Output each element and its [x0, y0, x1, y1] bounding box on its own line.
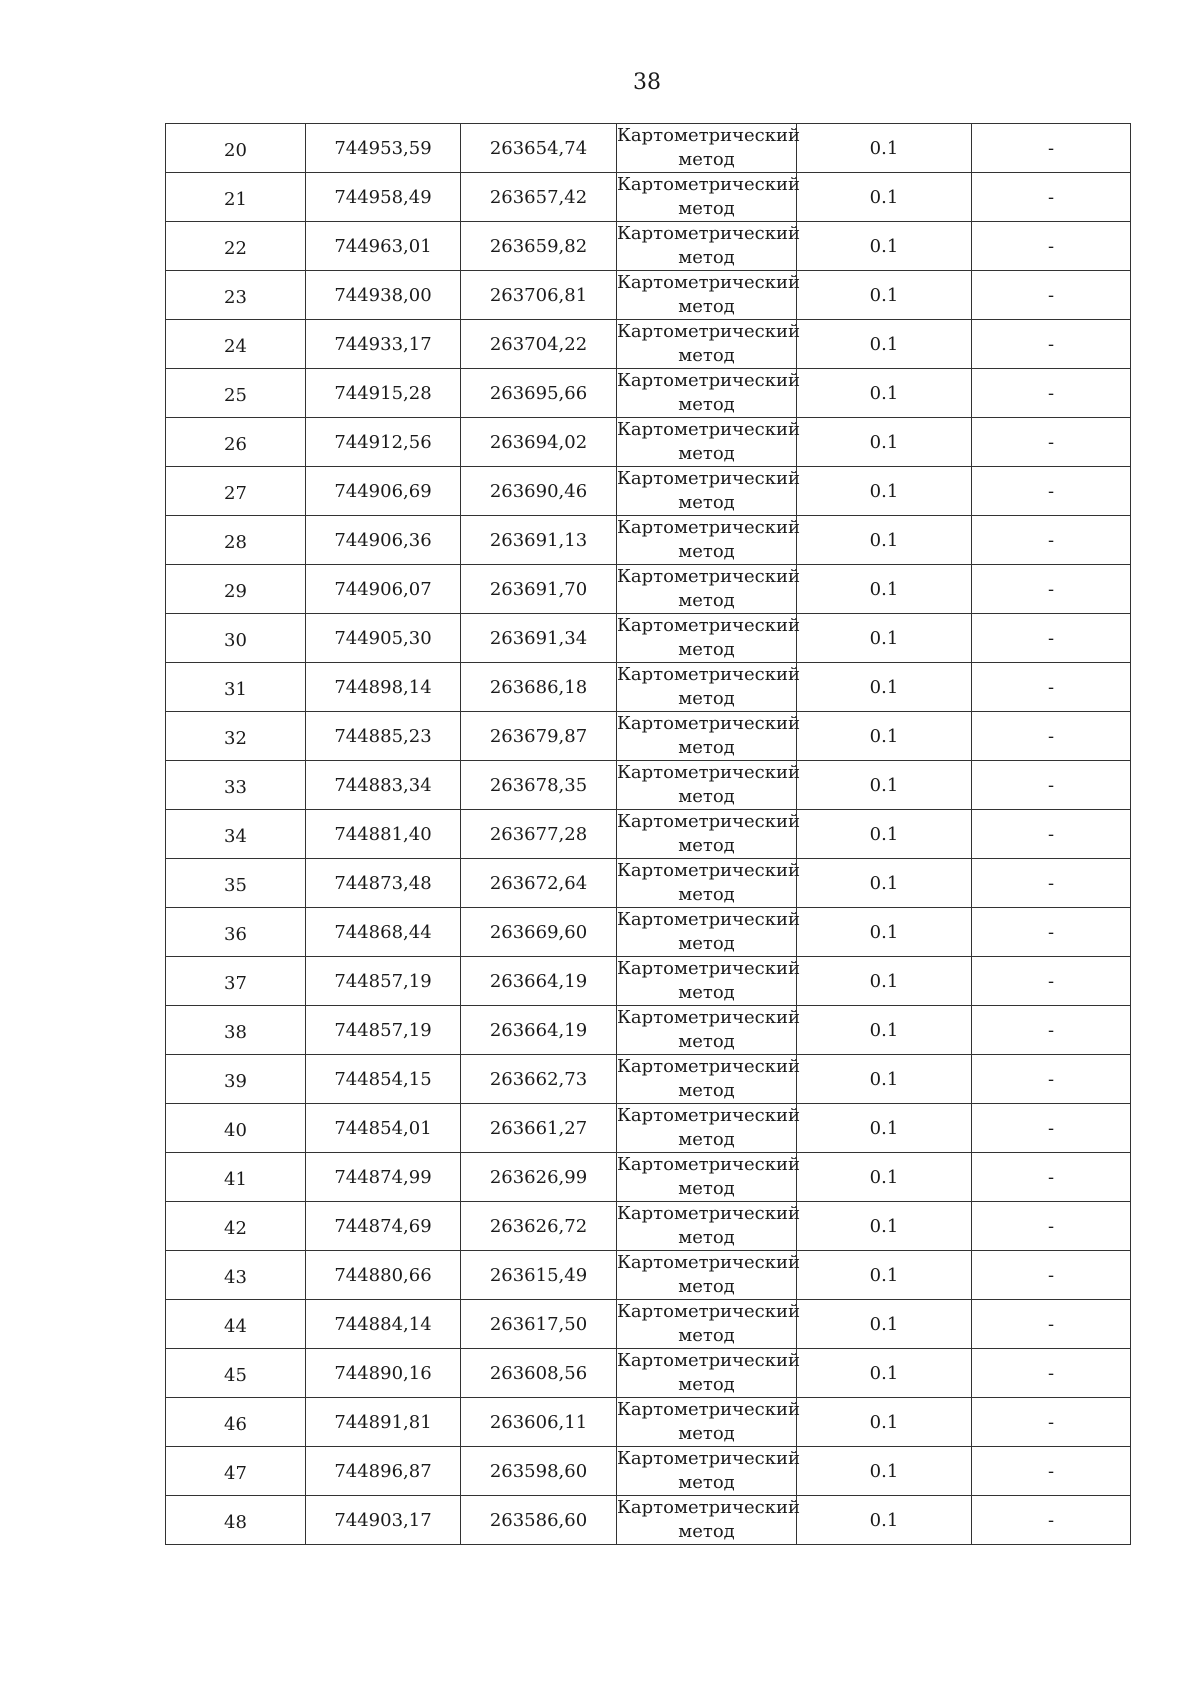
point-number-cell-text: 45 — [224, 1364, 247, 1386]
y-coordinate-cell: 263695,66 — [461, 369, 617, 418]
table-row — [166, 957, 1131, 1006]
note-cell: - — [972, 565, 1131, 614]
accuracy-cell: 0.1 — [797, 418, 972, 467]
accuracy-cell: 0.1 — [797, 908, 972, 957]
method-cell: Картометрический метод — [617, 712, 797, 761]
accuracy-cell: 0.1 — [797, 1349, 972, 1398]
table-row — [166, 810, 1131, 859]
accuracy-cell: 0.1 — [797, 565, 972, 614]
table-row — [166, 614, 1131, 663]
accuracy-cell: 0.1 — [797, 1055, 972, 1104]
note-cell: - — [972, 418, 1131, 467]
accuracy-cell: 0.1 — [797, 173, 972, 222]
y-coordinate-cell: 263654,74 — [461, 124, 617, 173]
table-row — [166, 859, 1131, 908]
note-cell: - — [972, 1300, 1131, 1349]
point-number-cell — [166, 320, 306, 369]
accuracy-cell: 0.1 — [797, 810, 972, 859]
table-row — [166, 1349, 1131, 1398]
table-row — [166, 1300, 1131, 1349]
point-number-cell — [166, 810, 306, 859]
accuracy-cell: 0.1 — [797, 1006, 972, 1055]
x-coordinate-cell: 744883,34 — [306, 761, 461, 810]
x-coordinate-cell: 744857,19 — [306, 957, 461, 1006]
note-cell: - — [972, 1153, 1131, 1202]
point-number-cell — [166, 1349, 306, 1398]
table-row — [166, 516, 1131, 565]
note-cell: - — [972, 1398, 1131, 1447]
table-row — [166, 320, 1131, 369]
table-row — [166, 173, 1131, 222]
note-cell: - — [972, 663, 1131, 712]
point-number-cell-text: 29 — [224, 580, 247, 602]
table-body — [166, 124, 1131, 1545]
x-coordinate-cell: 744854,01 — [306, 1104, 461, 1153]
method-cell: Картометрический метод — [617, 418, 797, 467]
point-number-cell — [166, 1104, 306, 1153]
x-coordinate-cell: 744890,16 — [306, 1349, 461, 1398]
method-cell: Картометрический метод — [617, 124, 797, 173]
table-row — [166, 908, 1131, 957]
accuracy-cell: 0.1 — [797, 467, 972, 516]
point-number-cell — [166, 908, 306, 957]
table-row — [166, 1447, 1131, 1496]
method-cell: Картометрический метод — [617, 369, 797, 418]
method-cell: Картометрический метод — [617, 614, 797, 663]
point-number-cell — [166, 1300, 306, 1349]
x-coordinate-cell: 744915,28 — [306, 369, 461, 418]
y-coordinate-cell: 263706,81 — [461, 271, 617, 320]
x-coordinate-cell: 744906,69 — [306, 467, 461, 516]
accuracy-cell: 0.1 — [797, 320, 972, 369]
note-cell: - — [972, 320, 1131, 369]
point-number-cell-text: 35 — [224, 874, 247, 896]
point-number-cell-text: 41 — [224, 1168, 247, 1190]
method-cell: Картометрический метод — [617, 761, 797, 810]
x-coordinate-cell: 744903,17 — [306, 1496, 461, 1545]
y-coordinate-cell: 263608,56 — [461, 1349, 617, 1398]
accuracy-cell: 0.1 — [797, 1300, 972, 1349]
accuracy-cell: 0.1 — [797, 663, 972, 712]
accuracy-cell: 0.1 — [797, 957, 972, 1006]
method-cell: Картометрический метод — [617, 565, 797, 614]
x-coordinate-cell: 744873,48 — [306, 859, 461, 908]
point-number-cell — [166, 1447, 306, 1496]
method-cell: Картометрический метод — [617, 1153, 797, 1202]
method-cell: Картометрический метод — [617, 810, 797, 859]
accuracy-cell: 0.1 — [797, 1202, 972, 1251]
point-number-cell-text: 34 — [224, 825, 247, 847]
x-coordinate-cell: 744906,07 — [306, 565, 461, 614]
method-cell: Картометрический метод — [617, 222, 797, 271]
y-coordinate-cell: 263664,19 — [461, 1006, 617, 1055]
y-coordinate-cell: 263691,34 — [461, 614, 617, 663]
note-cell: - — [972, 810, 1131, 859]
point-number-cell — [166, 1006, 306, 1055]
point-number-cell — [166, 1251, 306, 1300]
method-cell: Картометрический метод — [617, 467, 797, 516]
point-number-cell — [166, 1496, 306, 1545]
point-number-cell — [166, 1153, 306, 1202]
point-number-cell-text: 42 — [224, 1217, 247, 1239]
point-number-cell-text: 28 — [224, 531, 247, 553]
accuracy-cell: 0.1 — [797, 1153, 972, 1202]
table-row — [166, 1202, 1131, 1251]
x-coordinate-cell: 744868,44 — [306, 908, 461, 957]
point-number-cell-text: 27 — [224, 482, 247, 504]
y-coordinate-cell: 263677,28 — [461, 810, 617, 859]
point-number-cell — [166, 614, 306, 663]
point-number-cell — [166, 663, 306, 712]
x-coordinate-cell: 744963,01 — [306, 222, 461, 271]
x-coordinate-cell: 744854,15 — [306, 1055, 461, 1104]
point-number-cell-text: 32 — [224, 727, 247, 749]
point-number-cell-text: 37 — [224, 972, 247, 994]
method-cell: Картометрический метод — [617, 320, 797, 369]
method-cell: Картометрический метод — [617, 1251, 797, 1300]
method-cell: Картометрический метод — [617, 1398, 797, 1447]
point-number-cell-text: 23 — [224, 286, 247, 308]
method-cell: Картометрический метод — [617, 957, 797, 1006]
accuracy-cell: 0.1 — [797, 614, 972, 663]
point-number-cell-text: 26 — [224, 433, 247, 455]
y-coordinate-cell: 263691,13 — [461, 516, 617, 565]
point-number-cell — [166, 1202, 306, 1251]
y-coordinate-cell: 263690,46 — [461, 467, 617, 516]
method-cell: Картометрический метод — [617, 271, 797, 320]
point-number-cell — [166, 1398, 306, 1447]
y-coordinate-cell: 263626,72 — [461, 1202, 617, 1251]
method-cell: Картометрический метод — [617, 663, 797, 712]
y-coordinate-cell: 263678,35 — [461, 761, 617, 810]
note-cell: - — [972, 859, 1131, 908]
method-cell: Картометрический метод — [617, 1055, 797, 1104]
x-coordinate-cell: 744891,81 — [306, 1398, 461, 1447]
accuracy-cell: 0.1 — [797, 1496, 972, 1545]
note-cell: - — [972, 124, 1131, 173]
point-number-cell — [166, 1055, 306, 1104]
note-cell: - — [972, 957, 1131, 1006]
note-cell: - — [972, 173, 1131, 222]
point-number-cell — [166, 124, 306, 173]
point-number-cell-text: 33 — [224, 776, 247, 798]
page-number: 38 — [633, 70, 661, 95]
x-coordinate-cell: 744933,17 — [306, 320, 461, 369]
y-coordinate-cell: 263694,02 — [461, 418, 617, 467]
table-row — [166, 271, 1131, 320]
table-row — [166, 1006, 1131, 1055]
table-row — [166, 222, 1131, 271]
point-number-cell — [166, 712, 306, 761]
point-number-cell-text: 40 — [224, 1119, 247, 1141]
point-number-cell — [166, 957, 306, 1006]
table-row — [166, 1055, 1131, 1104]
table-row — [166, 1251, 1131, 1300]
x-coordinate-cell: 744958,49 — [306, 173, 461, 222]
point-number-cell-text: 31 — [224, 678, 247, 700]
accuracy-cell: 0.1 — [797, 369, 972, 418]
point-number-cell-text: 44 — [224, 1315, 247, 1337]
x-coordinate-cell: 744885,23 — [306, 712, 461, 761]
table-row — [166, 369, 1131, 418]
y-coordinate-cell: 263586,60 — [461, 1496, 617, 1545]
note-cell: - — [972, 908, 1131, 957]
point-number-cell-text: 36 — [224, 923, 247, 945]
coordinates-table — [165, 123, 1131, 1545]
point-number-cell — [166, 173, 306, 222]
accuracy-cell: 0.1 — [797, 1251, 972, 1300]
x-coordinate-cell: 744874,99 — [306, 1153, 461, 1202]
note-cell: - — [972, 761, 1131, 810]
point-number-cell — [166, 761, 306, 810]
note-cell: - — [972, 516, 1131, 565]
x-coordinate-cell: 744906,36 — [306, 516, 461, 565]
x-coordinate-cell: 744857,19 — [306, 1006, 461, 1055]
y-coordinate-cell: 263626,99 — [461, 1153, 617, 1202]
x-coordinate-cell: 744905,30 — [306, 614, 461, 663]
note-cell: - — [972, 369, 1131, 418]
accuracy-cell: 0.1 — [797, 124, 972, 173]
accuracy-cell: 0.1 — [797, 271, 972, 320]
accuracy-cell: 0.1 — [797, 859, 972, 908]
method-cell: Картометрический метод — [617, 516, 797, 565]
note-cell: - — [972, 1104, 1131, 1153]
y-coordinate-cell: 263691,70 — [461, 565, 617, 614]
point-number-cell-text: 30 — [224, 629, 247, 651]
point-number-cell-text: 38 — [224, 1021, 247, 1043]
method-cell: Картометрический метод — [617, 1447, 797, 1496]
point-number-cell-text: 39 — [224, 1070, 247, 1092]
accuracy-cell: 0.1 — [797, 761, 972, 810]
method-cell: Картометрический метод — [617, 1300, 797, 1349]
y-coordinate-cell: 263686,18 — [461, 663, 617, 712]
note-cell: - — [972, 1055, 1131, 1104]
x-coordinate-cell: 744912,56 — [306, 418, 461, 467]
note-cell: - — [972, 1349, 1131, 1398]
note-cell: - — [972, 271, 1131, 320]
point-number-cell — [166, 418, 306, 467]
point-number-cell — [166, 369, 306, 418]
x-coordinate-cell: 744938,00 — [306, 271, 461, 320]
y-coordinate-cell: 263704,22 — [461, 320, 617, 369]
table-row — [166, 565, 1131, 614]
x-coordinate-cell: 744884,14 — [306, 1300, 461, 1349]
method-cell: Картометрический метод — [617, 1349, 797, 1398]
point-number-cell-text: 48 — [224, 1511, 247, 1533]
y-coordinate-cell: 263598,60 — [461, 1447, 617, 1496]
point-number-cell-text: 22 — [224, 237, 247, 259]
method-cell: Картометрический метод — [617, 1006, 797, 1055]
point-number-cell-text: 21 — [224, 188, 247, 210]
x-coordinate-cell: 744898,14 — [306, 663, 461, 712]
note-cell: - — [972, 1251, 1131, 1300]
point-number-cell-text: 25 — [224, 384, 247, 406]
note-cell: - — [972, 467, 1131, 516]
table-row — [166, 712, 1131, 761]
method-cell: Картометрический метод — [617, 1202, 797, 1251]
point-number-cell-text: 47 — [224, 1462, 247, 1484]
y-coordinate-cell: 263672,64 — [461, 859, 617, 908]
table-row — [166, 467, 1131, 516]
y-coordinate-cell: 263659,82 — [461, 222, 617, 271]
point-number-cell-text: 43 — [224, 1266, 247, 1288]
y-coordinate-cell: 263662,73 — [461, 1055, 617, 1104]
point-number-cell — [166, 271, 306, 320]
method-cell: Картометрический метод — [617, 859, 797, 908]
x-coordinate-cell: 744953,59 — [306, 124, 461, 173]
table-row — [166, 1153, 1131, 1202]
accuracy-cell: 0.1 — [797, 1447, 972, 1496]
accuracy-cell: 0.1 — [797, 222, 972, 271]
accuracy-cell: 0.1 — [797, 1104, 972, 1153]
table-row — [166, 1104, 1131, 1153]
y-coordinate-cell: 263669,60 — [461, 908, 617, 957]
note-cell: - — [972, 1006, 1131, 1055]
x-coordinate-cell: 744896,87 — [306, 1447, 461, 1496]
note-cell: - — [972, 1496, 1131, 1545]
method-cell: Картометрический метод — [617, 908, 797, 957]
accuracy-cell: 0.1 — [797, 1398, 972, 1447]
table-row — [166, 761, 1131, 810]
y-coordinate-cell: 263657,42 — [461, 173, 617, 222]
point-number-cell-text: 20 — [224, 139, 247, 161]
table-row — [166, 1496, 1131, 1545]
point-number-cell — [166, 516, 306, 565]
point-number-cell-text: 24 — [224, 335, 247, 357]
y-coordinate-cell: 263664,19 — [461, 957, 617, 1006]
note-cell: - — [972, 614, 1131, 663]
x-coordinate-cell: 744880,66 — [306, 1251, 461, 1300]
y-coordinate-cell: 263606,11 — [461, 1398, 617, 1447]
y-coordinate-cell: 263661,27 — [461, 1104, 617, 1153]
y-coordinate-cell: 263615,49 — [461, 1251, 617, 1300]
method-cell: Картометрический метод — [617, 1496, 797, 1545]
point-number-cell — [166, 467, 306, 516]
x-coordinate-cell: 744874,69 — [306, 1202, 461, 1251]
point-number-cell — [166, 222, 306, 271]
note-cell: - — [972, 1447, 1131, 1496]
method-cell: Картометрический метод — [617, 173, 797, 222]
point-number-cell — [166, 859, 306, 908]
accuracy-cell: 0.1 — [797, 712, 972, 761]
accuracy-cell: 0.1 — [797, 516, 972, 565]
table-row — [166, 124, 1131, 173]
note-cell: - — [972, 712, 1131, 761]
x-coordinate-cell: 744881,40 — [306, 810, 461, 859]
method-cell: Картометрический метод — [617, 1104, 797, 1153]
table-row — [166, 418, 1131, 467]
point-number-cell-text: 46 — [224, 1413, 247, 1435]
point-number-cell — [166, 565, 306, 614]
table-row — [166, 663, 1131, 712]
y-coordinate-cell: 263617,50 — [461, 1300, 617, 1349]
y-coordinate-cell: 263679,87 — [461, 712, 617, 761]
note-cell: - — [972, 1202, 1131, 1251]
table-row — [166, 1398, 1131, 1447]
note-cell: - — [972, 222, 1131, 271]
